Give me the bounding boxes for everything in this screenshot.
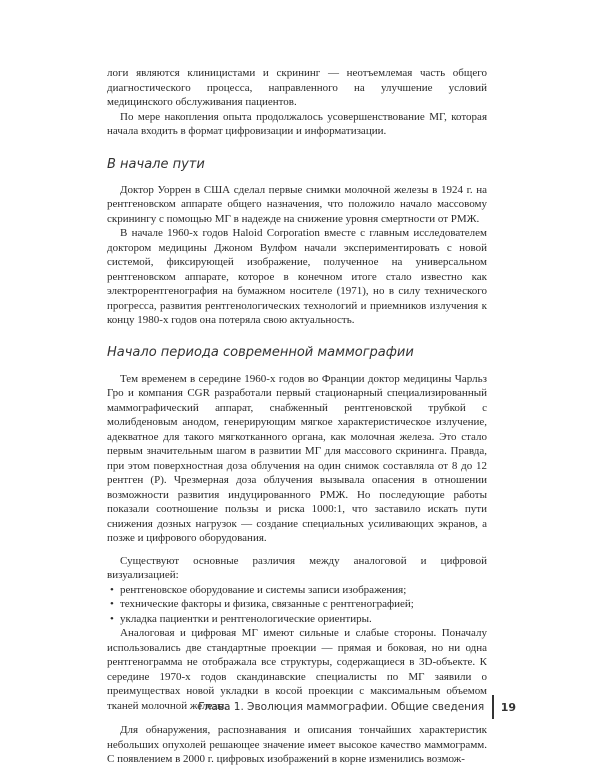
- bullet-icon: •: [110, 598, 114, 610]
- running-footer-chapter: Глава 1. Эволюция маммографии. Общие сведения: [198, 701, 485, 713]
- footer-divider: [492, 695, 494, 719]
- intro-paragraph-1: логи являются клиницистами и скрининг — неотъемлемая часть общего диагностического процесса, направленного на улучшение условий медицинского обслуживания пациентов.: [107, 67, 487, 108]
- section-heading-modern: Начало периода современной маммографии: [107, 344, 414, 360]
- section-heading-start: В начале пути: [107, 156, 205, 172]
- intro-paragraph-2: По мере накопления опыта продолжалось усовершенствование МГ, которая начала входить в формат цифровизации и информатизации.: [107, 110, 487, 137]
- modern-paragraph-2: Существуют основные различия между аналоговой и цифровой визуализацией:: [107, 554, 487, 581]
- list-item: • технические факторы и физика, связанные с рентгенографией;: [110, 598, 414, 610]
- modern-paragraph-1: Тем временем в середине 1960-х годов во Франции доктор медицины Чарльз Гро и компания CGR разработали первый стационарный специализированный маммографический аппарат, снабженный рентгеновской трубкой с молибденовым анодом, генерирующим мягкое характеристическое излучение, адекватное для такого мягкотканного органа, как молочная железа. Это стало первым значительным шагом в развитии МГ для массового скрининга. Правда, при этом поверхностная доза облучения на один снимок составляла от 8 до 12 рентген (Р). Чрезмерная доза облучения вызывала опасения в отношении возможности развития индуцированного РМЖ. Но последующие работы показали соотношение пользы и риска 1000:1, что заставило искать пути снижения дозных нагрузок — создание специальных усиливающих экранов, а позже и цифрового оборудования.: [107, 372, 487, 544]
- page-number: 19: [500, 700, 516, 714]
- start-paragraph-1: Доктор Уоррен в США сделал первые снимки молочной железы в 1924 г. на рентгеновском аппарате общего назначения, что положило начало массовому скринингу с помощью МГ в надежде на снижение уровня смертности от РМЖ.: [107, 183, 487, 225]
- page-body: [107, 66, 487, 767]
- start-paragraph-2: В начале 1960-х годов Haloid Corporation вместе с главным исследователем доктором медицины Джоном Вулфом начали экспериментировать с новой системой, фиксирующей изображение, полученное на универсальном рентгеновском аппарате, которое в конечном итоге стало известно как электрорентгенография на бумажном носителе (1971), но в силу технического прогресса, развития рентгенологических технологий и приемников излучения к концу 1980-х годов она потеряла свою актуальность.: [107, 227, 487, 326]
- bullet-icon: •: [110, 583, 114, 596]
- differences-list: [107, 583, 487, 627]
- bullet-icon: •: [110, 612, 114, 625]
- page-footer: [198, 695, 516, 719]
- list-item: • укладка пациентки и рентгенологические ориентиры.: [110, 612, 372, 625]
- modern-paragraph-4: Для обнаружения, распознавания и описания тончайших характеристик небольших опухолей решающее значение имеет высокое качество маммограмм. С появлением в 2000 г. цифровых изображений в корне изменились возмож-: [107, 724, 487, 765]
- modern-paragraph-3: Аналоговая и цифровая МГ имеют сильные и слабые стороны. Поначалу использовались две стандартные проекции — прямая и боковая, но ни одна рентгенограмма не отображала все структуры, содержащиеся в 3D-объекте. К середине 1970-х годов скандинавские специалисты по МГ заявили о преимуществах новой укладки в косой проекции с максимальным объемом тканей молочной железы.: [107, 627, 487, 712]
- list-item: • рентгеновское оборудование и системы записи изображения;: [110, 583, 407, 596]
